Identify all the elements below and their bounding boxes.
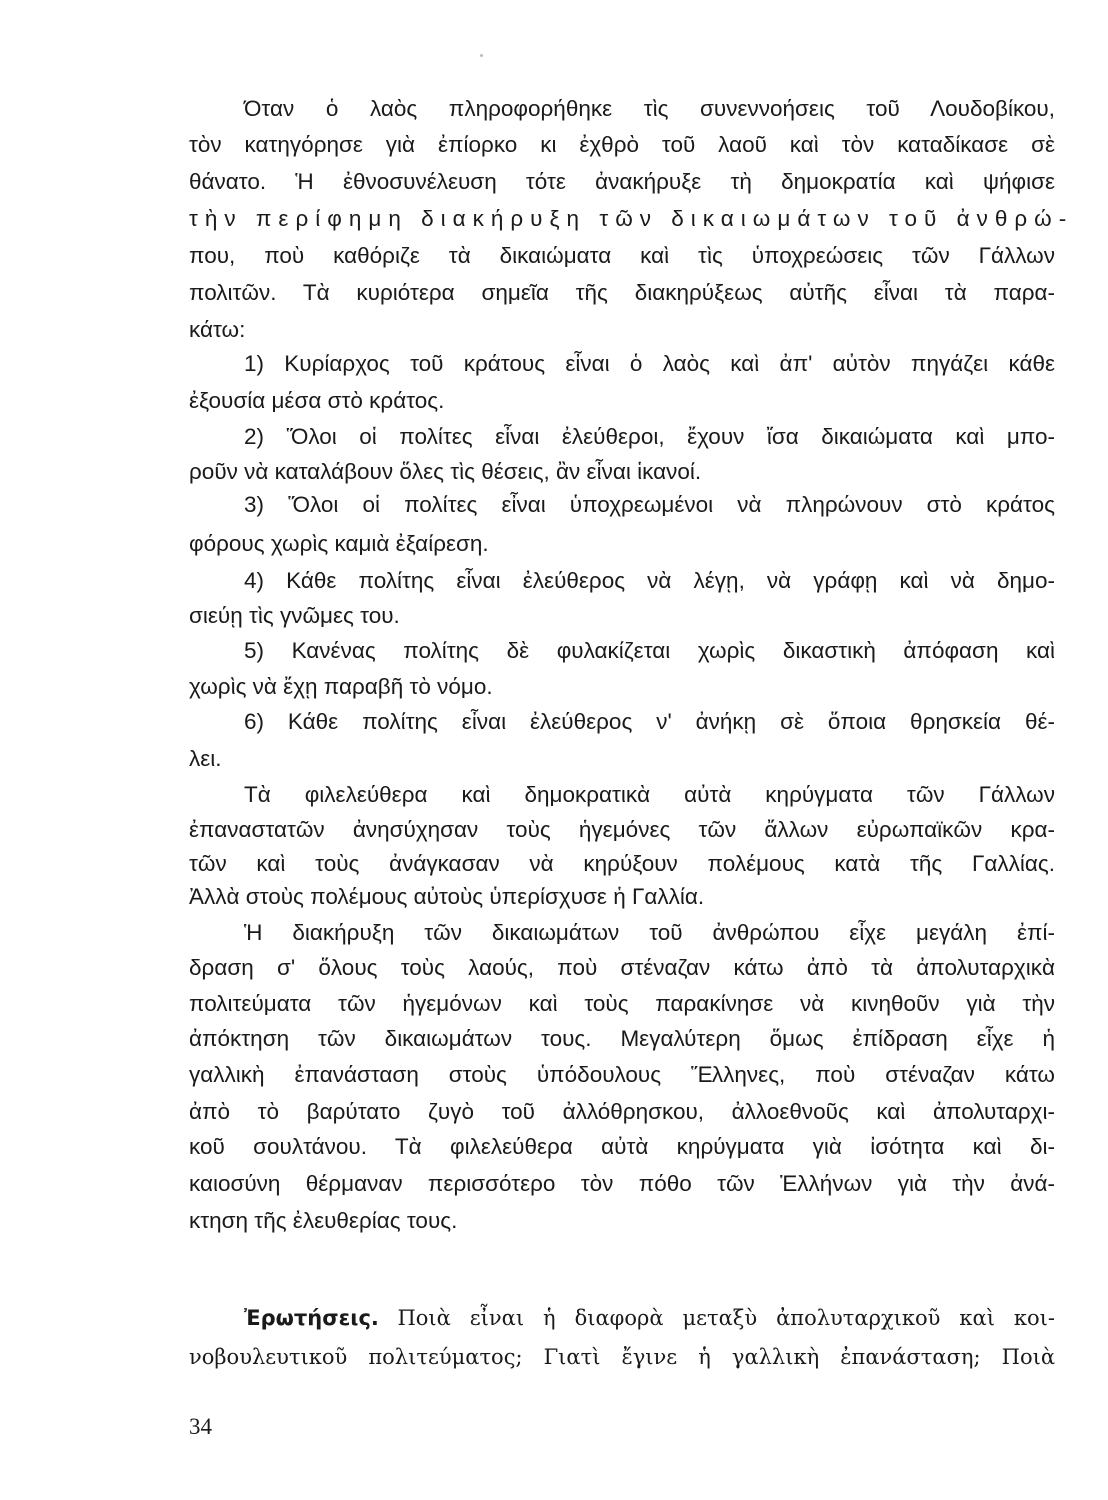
text-line: φόρους χωρὶς καμιὰ ἐξαίρεση. [189, 531, 489, 556]
questions-text: Ποιὰ εἶναι ἡ διαφορὰ μεταξὺ ἀπολυταρχικοῦ καὶ κοι- [397, 1306, 1055, 1330]
text-line: ἀπὸ τὸ βαρύτατο ζυγὸ τοῦ ἀλλόθρησκου, ἀλλοεθνοῦς καὶ ἀπολυταρχι- [189, 1099, 1055, 1124]
questions-line: νοβουλευτικοῦ πολιτεύματος; Γιατὶ ἔγινε ἡ γαλλικὴ ἐπανάσταση; Ποιὰ [189, 1345, 1055, 1369]
text-line: καιοσύνη θέρμαναν περισσότερο τὸν πόθο τῶν Ἑλλήνων γιὰ τὴν ἀνά- [189, 1171, 1055, 1196]
page-number: 34 [189, 1414, 212, 1439]
text-line: τὴν περίφημη διακήρυξη τῶν δικαιωμάτων τοῦ ἀνθρώ- [189, 206, 1074, 231]
text-line: πολιτῶν. Τὰ κυριότερα σημεῖα τῆς διακηρύξεως αὐτῆς εἶναι τὰ παρα- [189, 280, 1055, 305]
text-line: κοῦ σουλτάνου. Τὰ φιλελεύθερα αὐτὰ κηρύγματα γιὰ ἰσότητα καὶ δι- [189, 1134, 1055, 1159]
text-line: δραση σ' ὅλους τοὺς λαούς, ποὺ στέναζαν κάτω ἀπὸ τὰ ἀπολυταρχικὰ [189, 955, 1055, 980]
text-line: πολιτεύματα τῶν ἡγεμόνων καὶ τοὺς παρακίνησε νὰ κινηθοῦν γιὰ τὴν [189, 991, 1055, 1016]
text-line: ἀπόκτηση τῶν δικαιωμάτων τους. Μεγαλύτερη ὅμως ἐπίδραση εἶχε ἡ [189, 1026, 1055, 1051]
text-line: λει. [189, 746, 222, 771]
list-item: 1) Κυρίαρχος τοῦ κράτους εἶναι ὁ λαὸς καὶ ἀπ' αὐτὸν πηγάζει κάθε [244, 351, 1055, 376]
text-line: Ἡ διακήρυξη τῶν δικαιωμάτων τοῦ ἀνθρώπου εἶχε μεγάλη ἐπί- [244, 920, 1055, 945]
text-line: Όταν ὁ λαὸς πληροφορήθηκε τὶς συνεννοήσεις τοῦ Λουδοβίκου, [244, 96, 1055, 121]
text-line: γαλλικὴ ἐπανάσταση στοὺς ὑπόδουλους Ἕλληνες, ποὺ στέναζαν κάτω [189, 1062, 1055, 1087]
text-line: τὸν κατηγόρησε γιὰ ἐπίορκο κι ἐχθρὸ τοῦ λαοῦ καὶ τὸν καταδίκασε σὲ [189, 132, 1055, 157]
text-line: Ἀλλὰ στοὺς πολέμους αὐτοὺς ὑπερίσχυσε ἡ Γαλλία. [189, 884, 705, 909]
list-item: 3) Ὅλοι οἱ πολίτες εἶναι ὑποχρεωμένοι νὰ πληρώνουν στὸ κράτος [244, 492, 1055, 517]
print-speck [480, 54, 483, 57]
list-item: 2) Ὅλοι οἱ πολίτες εἶναι ἐλεύθεροι, ἔχουν ἴσα δικαιώματα καὶ μπο- [244, 424, 1055, 449]
text-line: θάνατο. Ἡ ἐθνοσυνέλευση τότε ἀνακήρυξε τὴ δημοκρατία καὶ ψήφισε [189, 169, 1055, 194]
text-line: ροῦν νὰ καταλάβουν ὅλες τὶς θέσεις, ἂν εἶναι ἱκανοί. [189, 459, 702, 484]
text-line: Τὰ φιλελεύθερα καὶ δημοκρατικὰ αὐτὰ κηρύγματα τῶν Γάλλων [244, 782, 1055, 807]
text-line: ἐξουσία μέσα στὸ κράτος. [189, 388, 445, 413]
text-line: που, ποὺ καθόριζε τὰ δικαιώματα καὶ τὶς ὑποχρεώσεις τῶν Γάλλων [189, 243, 1055, 268]
list-item: 5) Κανένας πολίτης δὲ φυλακίζεται χωρὶς δικαστικὴ ἀπόφαση καὶ [244, 638, 1055, 663]
text-line: χωρὶς νὰ ἔχῃ παραβῆ τὸ νόμο. [189, 674, 493, 699]
text-line: κτηση τῆς ἐλευθερίας τους. [189, 1208, 458, 1233]
list-item: 4) Κάθε πολίτης εἶναι ἐλεύθερος νὰ λέγῃ, νὰ γράφῃ καὶ νὰ δημο- [244, 568, 1055, 593]
list-item: 6) Κάθε πολίτης εἶναι ἐλεύθερος ν' ἀνήκῃ σὲ ὅποια θρησκεία θέ- [244, 709, 1055, 734]
text-line: τῶν καὶ τοὺς ἀνάγκασαν νὰ κηρύξουν πολέμους κατὰ τῆς Γαλλίας. [189, 851, 1055, 876]
text-line: σιεύῃ τὶς γνῶμες του. [189, 603, 400, 628]
questions-line [244, 1303, 1055, 1333]
text-line: ἐπαναστατῶν ἀνησύχησαν τοὺς ἡγεμόνες τῶν ἄλλων εὐρωπαϊκῶν κρα- [189, 817, 1055, 842]
text-line: κάτω: [189, 317, 246, 342]
questions-label: Ἐρωτήσεις. [244, 1306, 379, 1330]
